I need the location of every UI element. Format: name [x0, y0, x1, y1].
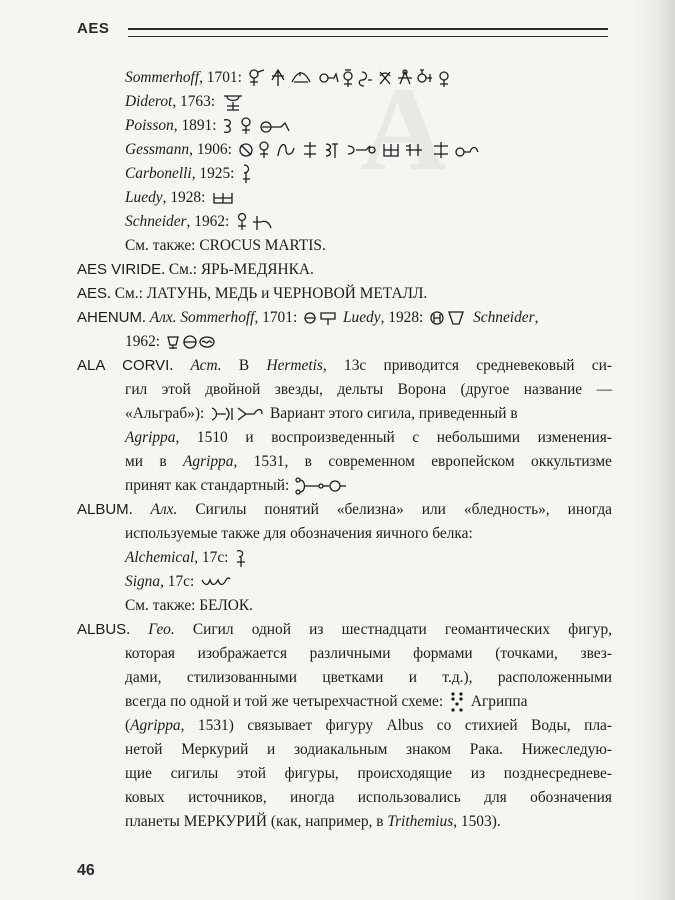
- entry-headword: AHENUM: [77, 309, 143, 326]
- entry-line: [77, 714, 612, 738]
- source-name: Gessmann: [125, 141, 190, 158]
- entry-text: Luedy: [342, 309, 381, 326]
- entry-line: [77, 642, 612, 666]
- entry-text: .: [142, 309, 150, 326]
- entry-text: .: [169, 357, 191, 374]
- entry-text: Agrippa: [125, 429, 176, 446]
- entry-text: Trithemius: [387, 813, 454, 830]
- entry-line: [77, 378, 612, 402]
- entry-line: [77, 162, 612, 186]
- entry-line: [77, 450, 612, 474]
- ala-corvi-standard-sigil-icon: [295, 476, 347, 496]
- page-gutter-shadow: [633, 0, 675, 900]
- source-name: Schneider: [125, 213, 187, 230]
- sigil-row-icon: [166, 334, 216, 350]
- source-year: , 1928:: [162, 189, 206, 206]
- entry-text: всегда по одной и той же четырехчастной схеме:: [125, 693, 444, 710]
- entry-text: Гео.: [148, 621, 175, 638]
- see-also-line: [77, 594, 612, 618]
- see-also-label: См. также:: [125, 237, 200, 254]
- source-year: , 1891:: [173, 117, 217, 134]
- entry-line: [77, 522, 612, 546]
- entry-text: , 1503).: [453, 813, 501, 830]
- entry-line: [77, 90, 612, 114]
- entry-text: дами, стилизованными цветками и т.д.), расположенными: [125, 669, 612, 686]
- entry-heading-line: [77, 258, 612, 282]
- source-year: , 17с:: [160, 573, 195, 590]
- entry-text: , 1510 и воспроизведенный с небольшими изменения-: [175, 429, 612, 446]
- entry-text: Вариант этого сигила, приведенный в: [270, 405, 518, 422]
- entry-text: «Альграб»):: [125, 405, 205, 422]
- entry-text: . См.: ЯРЬ-МЕДЯНКА.: [161, 261, 314, 278]
- entry-text: Agrippa: [183, 453, 234, 470]
- circle-cross-sigil-icon: [303, 310, 337, 326]
- entry-line: [77, 690, 612, 714]
- source-name: Signa: [125, 573, 161, 590]
- entry-text: гил этой двойной звезды, дельты Ворона (другое название —: [125, 381, 612, 398]
- entry-line: [77, 738, 612, 762]
- entry-line: [77, 474, 612, 498]
- entry-text: Сигил одной из шестнадцати геомантических фигур,: [174, 621, 612, 638]
- entry-line: [77, 186, 612, 210]
- tongs-sigil-icon: [211, 189, 235, 207]
- album-sigil-icon: [234, 548, 248, 568]
- entry-text: Сигилы понятий «белизна» или «бледность», иногда: [177, 501, 613, 518]
- entry-text: (: [125, 717, 131, 734]
- entry-text: В: [221, 357, 267, 374]
- entry-heading-line: [77, 306, 612, 330]
- entry-line: [77, 66, 612, 90]
- cross-reference-link[interactable]: CROCUS MARTIS.: [199, 237, 326, 254]
- dictionary-text: [77, 66, 612, 834]
- entry-text: используемые также для обозначения яичного белка:: [125, 525, 473, 542]
- source-year: , 17с:: [194, 549, 229, 566]
- bleed-through: A: [360, 62, 447, 195]
- entry-headword: ALA CORVI: [77, 357, 170, 374]
- sigil-row-icon: [222, 116, 302, 136]
- pot-sigil-icon: [221, 92, 245, 112]
- entry-text: Agrippa: [130, 717, 181, 734]
- entry-text: Алх.: [150, 501, 178, 518]
- source-year: , 1906:: [189, 141, 232, 158]
- entry-text: ,: [534, 309, 539, 326]
- ala-corvi-sigil-icon: [210, 405, 264, 423]
- see-also-label: См. также: БЕЛОК.: [125, 597, 254, 614]
- entry-text: нетой Меркурий и зодиакальным знаком Рака. Нижеследую-: [125, 741, 612, 758]
- entry-line: [77, 138, 612, 162]
- page-number: 46: [77, 862, 95, 879]
- source-name: Poisson: [125, 117, 174, 134]
- entry-text: Schneider: [473, 309, 535, 326]
- entry-headword: ALBUM: [77, 501, 129, 518]
- entry-line: [77, 426, 612, 450]
- entry-text: планеты МЕРКУРИЙ (как, например, в: [125, 813, 388, 830]
- entry-heading-line: [77, 618, 612, 642]
- entry-text: , 1531, в современном европейском оккультизме: [233, 453, 612, 470]
- entry-text: щие сигилы этой фигуры, происходящие из позднесредневе-: [125, 765, 612, 782]
- entry-line: [77, 546, 612, 570]
- crossed-theta-sigil-icon: [429, 309, 467, 327]
- entry-line: [77, 810, 612, 834]
- entry-line: [77, 570, 612, 594]
- entry-text: .: [128, 501, 151, 518]
- entry-text: ми в: [125, 453, 183, 470]
- entry-line: [77, 786, 612, 810]
- sigil-row-icon: [235, 212, 275, 232]
- entry-text: , 1701:: [254, 309, 298, 326]
- entry-text: Агриппа: [470, 693, 528, 710]
- source-year: , 1701:: [199, 69, 242, 86]
- running-head: AES: [77, 20, 110, 37]
- entry-heading-line: [77, 498, 612, 522]
- mercury-venus-sigil-icon: [240, 163, 254, 185]
- entry-text: 1962:: [125, 333, 161, 350]
- entry-text: . См.: ЛАТУНЬ, МЕДЬ и ЧЕРНОВОЙ МЕТАЛЛ.: [107, 285, 428, 302]
- source-year: , 1925:: [191, 165, 235, 182]
- entry-text: , 13с приводится средневековый си-: [322, 357, 612, 374]
- source-name: Carbonelli: [125, 165, 192, 182]
- source-year: , 1763:: [172, 93, 216, 110]
- entry-headword: AES: [77, 285, 108, 302]
- entry-heading-line: [77, 282, 612, 306]
- entry-text: которая изображается различными формами (точками, звез-: [125, 645, 612, 662]
- entry-headword: ALBUS: [77, 621, 127, 638]
- entry-text: принят как стандартный:: [125, 477, 290, 494]
- entry-line: [77, 210, 612, 234]
- entry-heading-line: [77, 354, 612, 378]
- entry-line: [77, 330, 612, 354]
- entry-text: Алх. Sommerhoff: [149, 309, 255, 326]
- entry-text: Hermetis: [266, 357, 323, 374]
- entry-line: [77, 762, 612, 786]
- header-rule: [128, 28, 608, 37]
- sigil-row-icon: [238, 140, 548, 160]
- source-year: , 1962:: [186, 213, 230, 230]
- source-name: Diderot: [125, 93, 173, 110]
- entry-text: , 1928:: [380, 309, 424, 326]
- entry-headword: AES VIRIDE: [77, 261, 162, 278]
- entry-line: [77, 114, 612, 138]
- source-name: Alchemical: [125, 549, 195, 566]
- entry-line: [77, 666, 612, 690]
- source-name: Sommerhoff: [125, 69, 200, 86]
- see-also-line: [77, 234, 612, 258]
- entry-text: ковых источников, иногда использовались для обозначения: [125, 789, 612, 806]
- sigil-row-icon: [248, 68, 548, 88]
- wave-sigil-icon: [200, 575, 232, 589]
- geomantic-albus-figure-icon: [449, 691, 465, 713]
- source-name: Luedy: [125, 189, 163, 206]
- entry-text: Аст.: [190, 357, 222, 374]
- entry-text: , 1531) связывает фигуру Albus со стихией Воды, пла-: [180, 717, 612, 734]
- entry-text: .: [126, 621, 149, 638]
- entry-line: [77, 402, 612, 426]
